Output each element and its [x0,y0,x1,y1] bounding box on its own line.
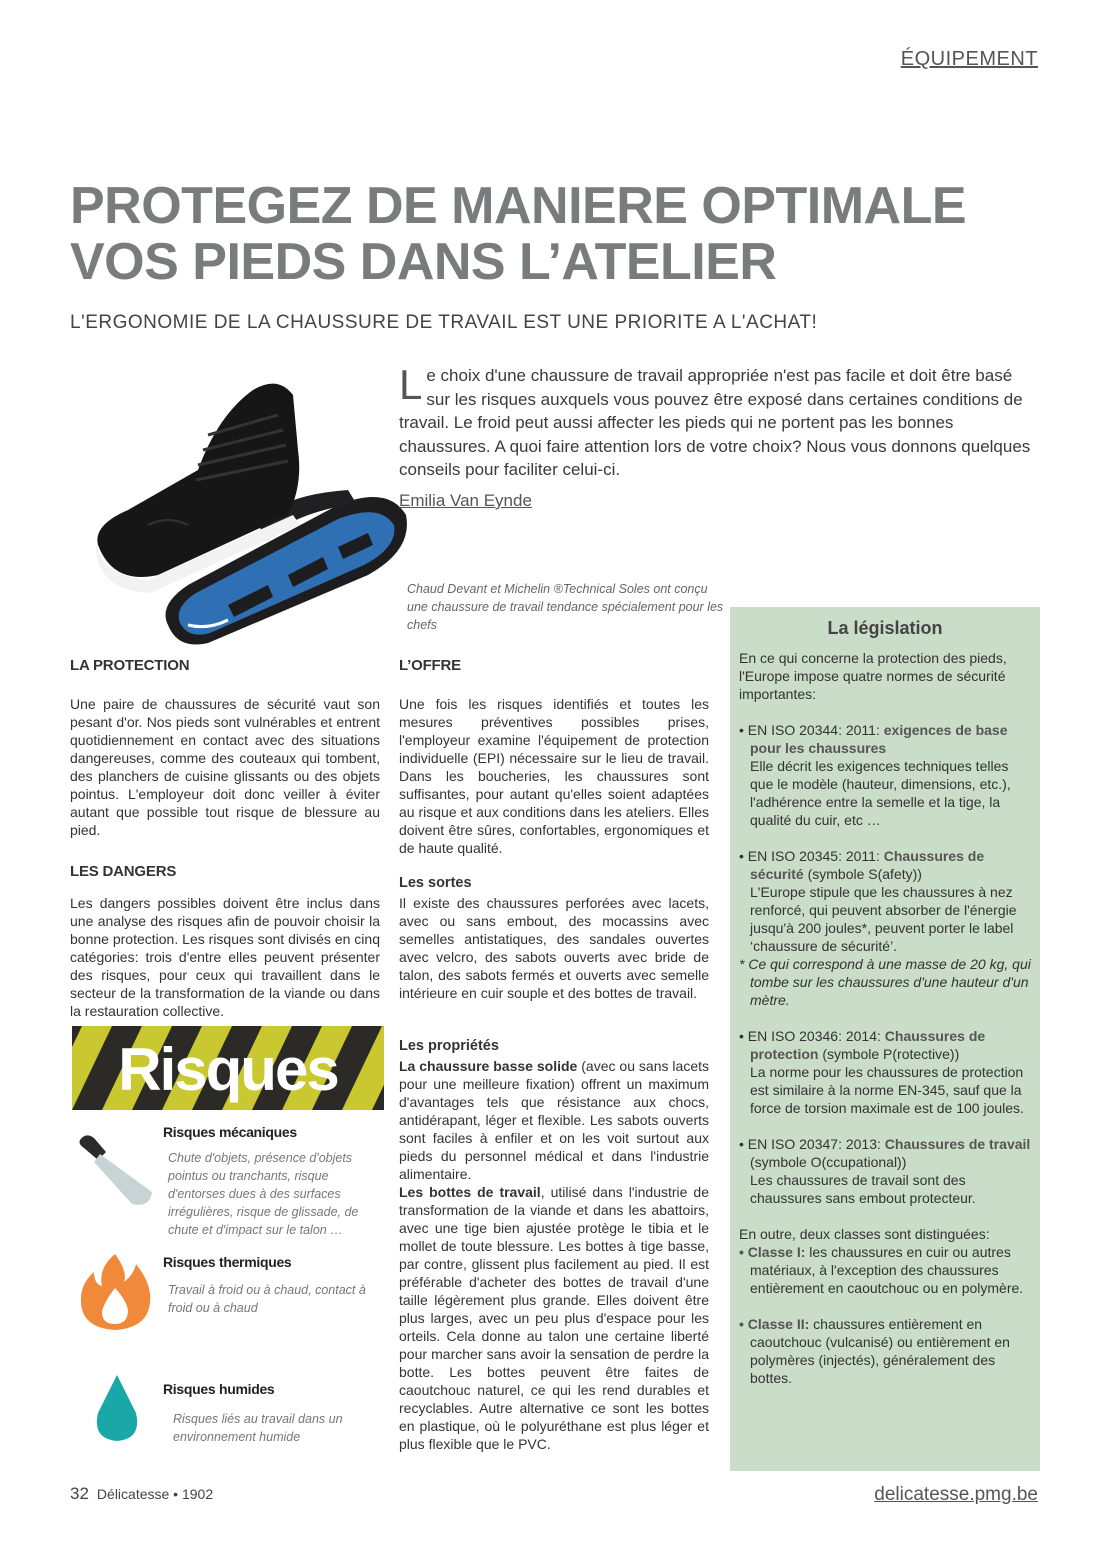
risk-mechanical-title: Risques mécaniques [163,1124,297,1140]
legislation-intro: En ce qui concerne la protection des pieds, l'Europe impose quatre normes de sécurité importantes: [739,650,1007,702]
title-line-2: VOS PIEDS DANS L’ATELIER [70,233,777,291]
norm-body: Les chaussures de travail sont des chaussures sans embout protecteur. [750,1172,976,1206]
proprietes-heading: Les propriétés [399,1038,499,1054]
protection-text: Une paire de chaussures de sécurité vaut son pesant d'or. Nos pieds sont vulnérables et entrent quotidiennement en contact avec des situations dangereuses, comme des couteaux qui tombent, des planchers de cuisine glissants ou des objets pointus. L'employeur doit donc veiller à éviter autant que possible tout risque de blessure au pied. [70,696,380,838]
shoe-image [88,375,418,655]
image-caption: Chaud Devant et Michelin ®Technical Soles ont conçu une chaussure de travail tendance spécialement pour les chefs [407,582,724,632]
legislation-title: La législation [827,618,943,638]
norm-item: • EN ISO 20347: 2013: Chaussures de travail (symbole O(ccupational)) Les chaussures de travail sont des chaussures sans embout protecteur. [739,1136,1031,1206]
bottes-text: , utilisé dans l'industrie de transformation de la viande et dans les abattoirs, avec une tige bien ajustée protège le tibia et le mollet de toute blessure. Les bottes à tige basse, par contre, glissent plus facilement au pied. Il est préférable d'acheter des bottes de travail d'une taille légèrement plus grande. Elles doivent être plus larges, avec un peu plus d'espace pour les orteils. Cela donne au talon une certaine liberté pour marcher sans avoir la sensation de perdre la botte. Les bottes peuvent être faites de caoutchouc naturel, ce qui les rend durables et recyclables. Autre alternative ce sont les bottes en plastique, où le polyuréthane est plus léger et plus flexible que le PVC. [399,1184,709,1452]
bottes-label: Les bottes de travail [399,1184,541,1200]
legislation-box [730,607,1040,1471]
risk-mechanical-desc: Chute d'objets, présence d'objets pointus ou tranchants, risque d'entorses dues à des surfaces irrégulières, risque de glissade, de chute et d'impact sur le talon … [168,1151,359,1237]
norm-item: • EN ISO 20345: 2011: Chaussures de sécurité (symbole S(afety)) L'Europe stipule que les chaussures à nez renforcé, qui peuvent absorber de l'énergie jusqu'à 200 joules*, peuvent porter le label ‘chaussure de sécurité’. [739,848,1017,954]
water-drop-icon [94,1373,140,1443]
title-line-1: PROTEGEZ DE MANIERE OPTIMALE [70,177,967,235]
classes-intro: En outre, deux classes sont distinguées: [739,1226,990,1242]
footer-left [70,1484,213,1504]
norm-item: • EN ISO 20346: 2014: Chaussures de protection (symbole P(rotective)) La norme pour les chaussures de protection est similaire à la norme EN-345, sauf que la force de torsion maximale est de 100 joules. [739,1028,1024,1116]
footnote: * Ce qui correspond à une masse de 20 kg, qui tombe sur les chaussures d'une hauteur d'un mètre. [739,956,1031,1008]
norm-body: L'Europe stipule que les chaussures à nez renforcé, qui peuvent absorber de l'énergie jusqu'à 200 joules*, peuvent porter le label ‘chaussure de sécurité’. [750,884,1017,954]
magazine-name: Délicatesse • 1902 [96,1486,214,1502]
risk-humid-title: Risques humides [163,1381,275,1397]
dangers-text: Les dangers possibles doivent être inclus dans une analyse des risques afin de pouvoir choisir la bonne protection. Les risques sont divisés en cinq catégories: trois d'entre elles peuvent présenter des risques, pour ceux qui travaillent dans le secteur de la transformation de la viande ou dans la restauration collective. [70,895,380,1019]
norm-body: La norme pour les chaussures de protection est similaire à la norme EN-345, sauf que la force de torsion maximale est de 100 joules. [750,1064,1024,1116]
risk-humid-desc: Risques liés au travail dans un environnement humide [173,1412,343,1444]
proprietes-text [399,1057,709,1453]
knife-icon [76,1130,156,1210]
basse-text: (avec ou sans lacets pour une meilleure fixation) offrent un maximum d'avantages tels que résistance aux chocs, antidérapant, léger et flexible. Les sabots ouverts sont faciles à enfiler et on les voit surtout aux pieds du personnel médical et dans l'industrie alimentaire. [399,1058,709,1182]
website-link[interactable]: delicatesse.pmg.be [874,1484,1038,1505]
protection-heading: LA PROTECTION [70,657,190,674]
sortes-text: Il existe des chaussures perforées avec lacets, avec ou sans embout, des mocassins avec semelles antistatiques, des sandales ouvertes avec velcro, des sabots ouverts avec bride de talon, des sabots fermés et ouverts avec semelle intérieure en cuir souple et des bottes de travail. [399,895,709,1001]
norm-body: Elle décrit les exigences techniques telles que le modèle (hauteur, dimensions, etc.), l'adhérence entre la semelle et la tige, la qualité du cuir, etc … [750,758,1011,828]
risks-banner [72,1026,384,1110]
sortes-heading: Les sortes [399,875,472,891]
page-number: 32 [70,1484,89,1503]
drop-cap: L [399,361,423,408]
offre-heading: L’OFFRE [399,657,461,674]
class-item: • Classe II: chaussures entièrement en caoutchouc (vulcanisé) ou entièrement en polymères (injectés), généralement des bottes. [739,1316,1010,1386]
dangers-heading: LES DANGERS [70,863,177,880]
fire-icon [78,1252,153,1332]
risks-banner-label: Risques [118,1036,338,1103]
basse-label: La chaussure basse solide [399,1058,578,1074]
class-item: • Classe I: les chaussures en cuir ou autres matériaux, à l'exception des chaussures entièrement en caoutchouc ou en polymère. [739,1244,1024,1296]
norm-item: • EN ISO 20344: 2011: exigences de base pour les chaussures Elle décrit les exigences techniques telles que le modèle (hauteur, dimensions, etc.), l'adhérence entre la semelle et la tige, la qualité du cuir, etc … [739,722,1011,828]
article-subtitle: L'ERGONOMIE DE LA CHAUSSURE DE TRAVAIL EST UNE PRIORITE A L'ACHAT! [70,312,818,333]
intro-paragraph [399,361,1039,482]
offre-text: Une fois les risques identifiés et toutes les mesures préventives possibles prises, l'employeur examine l'équipement de protection individuelle (EPI) nécessaire sur le lieu de travail. Dans les boucheries, les chaussures sont suffisantes, pour autant qu'elles soient adaptées au risque et aux conditions dans les ateliers. Elles doivent être sûres, confortables, ergonomiques et de haute qualité. [399,696,709,856]
risk-thermal-desc: Travail à froid ou à chaud, contact à froid ou à chaud [168,1283,366,1315]
article-title [70,178,970,290]
risk-thermal-title: Risques thermiques [163,1254,292,1270]
section-label: ÉQUIPEMENT [900,48,1038,70]
author-link[interactable]: Emilia Van Eynde [399,491,532,510]
intro-text: e choix d'une chaussure de travail appropriée n'est pas facile et doit être basé sur les risques auxquels vous pouvez être exposé dans certaines conditions de travail. Le froid peut aussi affecter les pieds qui ne portent pas les bonnes chaussures. A quoi faire attention lors de votre choix? Nous vous donnons quelques conseils pour faciliter celui-ci. [399,366,1031,479]
